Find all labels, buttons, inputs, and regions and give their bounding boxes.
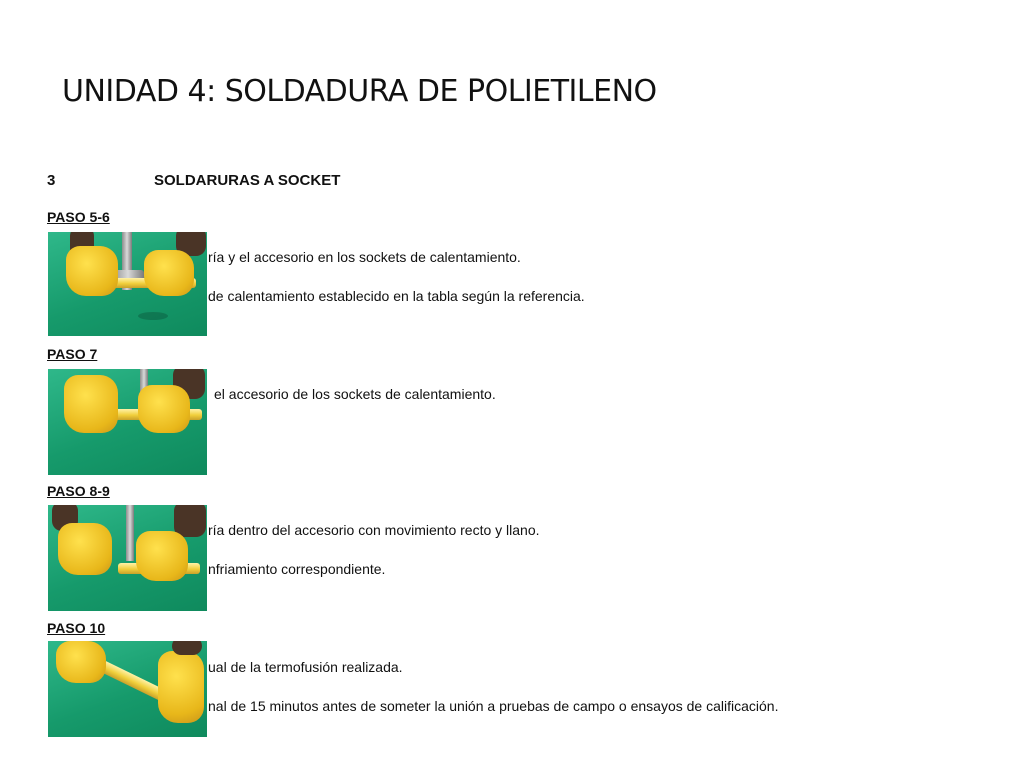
step-title-8-9: PASO 8-9 — [47, 483, 110, 499]
step-title-7: PASO 7 — [47, 346, 98, 362]
section-title: SOLDARURAS A SOCKET — [154, 172, 341, 189]
photo-hands-removing-pipe — [48, 369, 207, 475]
photo-hands-joining-pipe — [48, 505, 207, 611]
step-10-line-2: nal de 15 minutos antes de someter la unión a pruebas de campo o ensayos de calificación. — [208, 698, 779, 714]
step-8-9-line-2: nfriamiento correspondiente. — [208, 561, 386, 577]
step-8-9-line-1: ría dentro del accesorio con movimiento recto y llano. — [208, 522, 540, 538]
step-5-6-line-2: de calentamiento establecido en la tabla según la referencia. — [208, 288, 585, 304]
photo-hands-pipe-heating-sockets — [48, 232, 207, 336]
step-10-line-1: ual de la termofusión realizada. — [208, 659, 403, 675]
step-title-10: PASO 10 — [47, 620, 106, 636]
step-7-line-1: el accesorio de los sockets de calentamiento. — [214, 386, 496, 402]
slide-title: UNIDAD 4: SOLDADURA DE POLIETILENO — [62, 74, 657, 109]
step-title-5-6: PASO 5-6 — [47, 209, 110, 225]
photo-hands-inspecting-joint — [48, 641, 207, 737]
step-5-6-line-1: ría y el accesorio en los sockets de calentamiento. — [208, 249, 521, 265]
section-number: 3 — [47, 172, 56, 189]
